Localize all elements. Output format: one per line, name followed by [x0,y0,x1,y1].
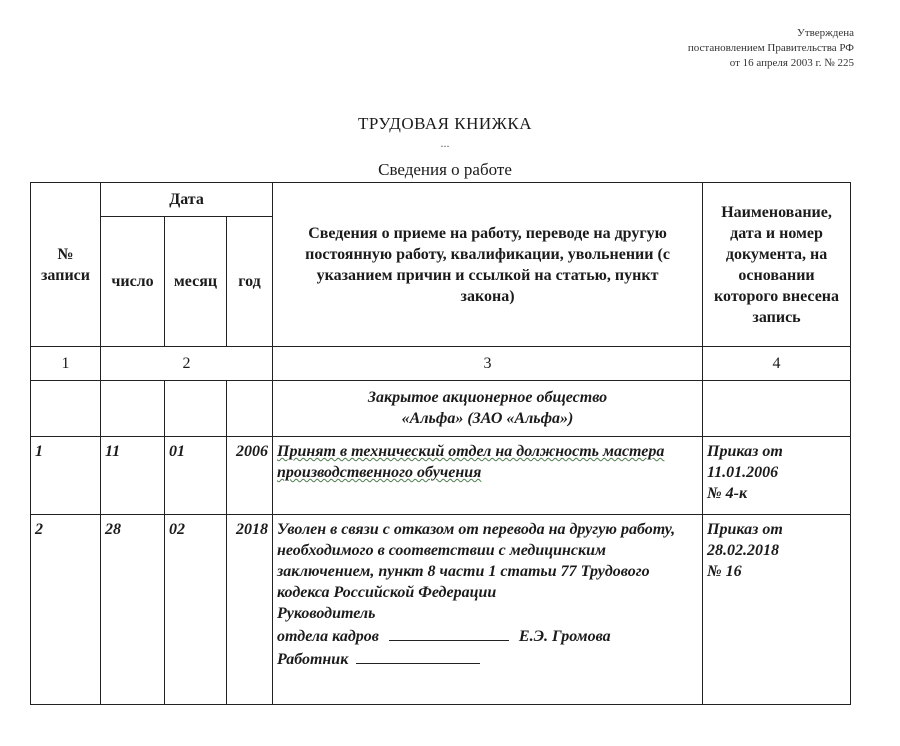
organization-line-2: «Альфа» (ЗАО «Альфа») [401,410,574,427]
organization-line-1: Закрытое акционерное общество [367,389,608,406]
header-work-info: Сведения о приеме на работу, переводе на другую постоянную работу, квалификации, увольнении (с указанием причин и ссылкой на статью, пункт закона) [273,183,703,347]
record-year: 2006 [227,437,273,515]
header-year: год [227,217,273,347]
record-info: Уволен в связи с отказом от перевода на другую работу, необходимого в соответствии с медицинским заключением, пункт 8 части 1 статьи 77 Трудового кодекса Российской Федерации Руководитель отдела кадров Е.Э. Громова Работник [273,515,703,705]
column-number-2: 2 [101,347,273,381]
section-title: Сведения о работе [378,160,512,179]
signature-line [356,647,480,664]
record-document: Приказ от 11.01.2006 № 4-к [703,437,851,515]
work-records-table [30,182,851,705]
approval-stamp [594,26,854,71]
approval-line-1: Утверждена [797,27,854,39]
column-number-3: 3 [273,347,703,381]
record-day: 28 [101,515,165,705]
header-record-number: № записи [31,183,101,347]
record-month: 02 [165,515,227,705]
signature-worker-line: Работник [277,647,698,670]
signature-head: Руководитель [277,605,376,622]
approval-line-3: от 16 апреля 2003 г. № 225 [729,57,854,69]
record-info: Принят в технический отдел на должность мастера производственного обучения [273,437,703,515]
approval-line-2: постановлением Правительства РФ [687,42,854,54]
header-month: месяц [165,217,227,347]
record-document: Приказ от 28.02.2018 № 16 [703,515,851,705]
header-document: Наименование, дата и номер документа, на основании которого внесена запись [703,183,851,347]
record-number: 1 [31,437,101,515]
ellipsis-mark: ... [440,136,450,150]
signature-line [389,624,509,641]
record-year: 2018 [227,515,273,705]
column-number-4: 4 [703,347,851,381]
document-title: ТРУДОВАЯ КНИЖКА [358,114,532,133]
header-date: Дата [101,183,273,217]
header-day: число [101,217,165,347]
column-number-1: 1 [31,347,101,381]
organization-name [273,381,703,437]
record-day: 11 [101,437,165,515]
record-month: 01 [165,437,227,515]
signature-dept-line: отдела кадров Е.Э. Громова [277,624,698,647]
record-number: 2 [31,515,101,705]
table-row [31,437,851,515]
table-row [31,515,851,705]
